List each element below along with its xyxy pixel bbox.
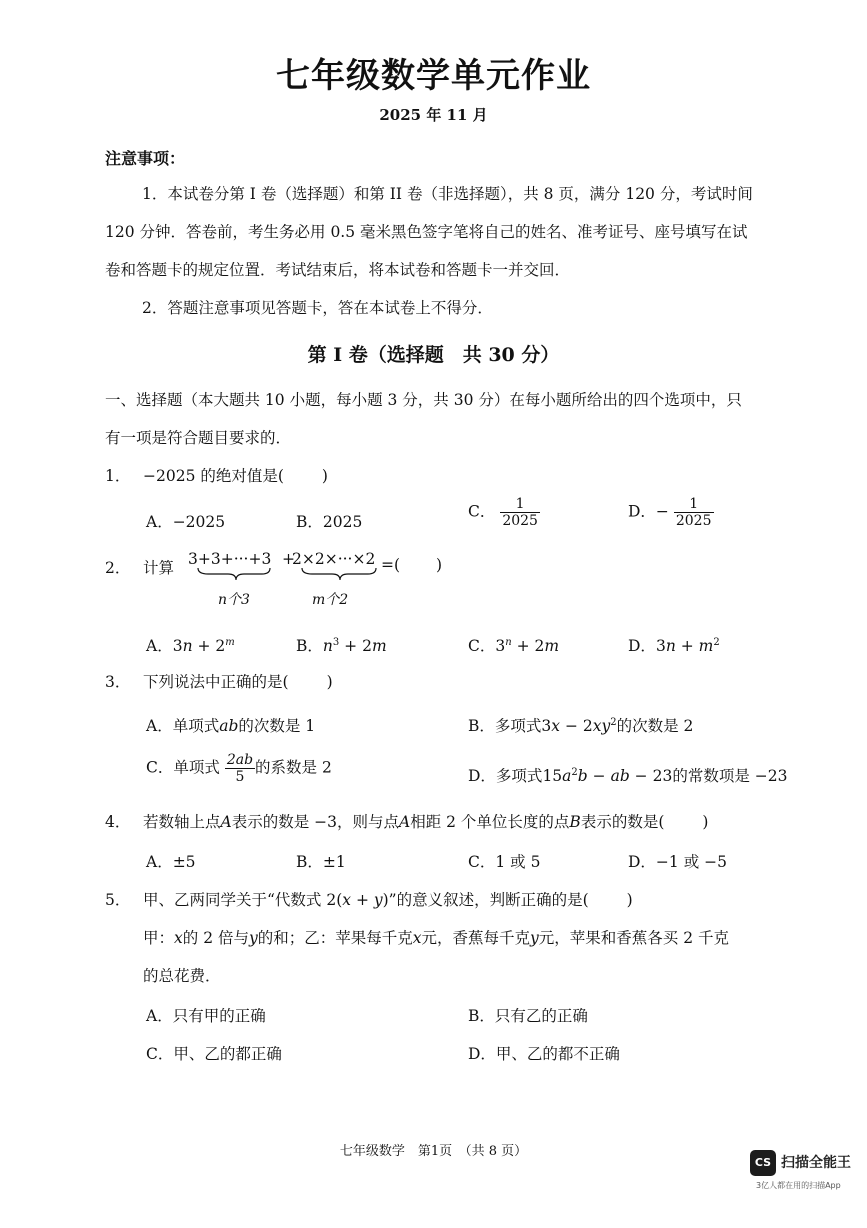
question-3-option-c: C．单项式 $\frac{2ab}{5}$ 的系数是 2 [146, 752, 332, 786]
question-3-option-a: A．单项式ab的次数是 1 [146, 717, 316, 735]
page-footer: 七年级数学 第1页 （共 8 页） [339, 1144, 528, 1159]
question-5-description-line-2: 的总花费． [143, 967, 221, 985]
question-5-description-line-1: 甲：x的 2 倍与y的和；乙：苹果每千克x元，香蕉每千克y元，苹果和香蕉各买 2 千克 [143, 929, 730, 947]
question-1-option-b: B．2025 [296, 513, 363, 531]
underbrace-2 [302, 568, 376, 580]
question-2-option-d: D．$3n + m^2$ [628, 636, 720, 655]
question-2-expr-2: 2×2×···×2 [292, 550, 376, 568]
question-5-option-d: D．甲、乙的都不正确 [468, 1045, 620, 1063]
question-2-number: 2． [105, 559, 131, 577]
question-2-option-b: B．$n^3 + 2m$ [296, 636, 387, 655]
question-5-number: 5． [105, 891, 131, 909]
camscanner-logo-icon: CS [750, 1150, 776, 1176]
section-intro-line-2: 有一项是符合题目要求的． [105, 429, 292, 447]
question-2-plus: + [282, 550, 295, 568]
question-2-expr-1: 3+3+···+3 [188, 550, 272, 568]
notice-heading: 注意事项： [105, 149, 186, 168]
question-5-option-a: A．只有甲的正确 [146, 1007, 266, 1025]
question-2-option-c: C．$3^n + 2m$ [468, 636, 560, 655]
question-5-stem: 甲、乙两同学关于“代数式 2(x + y)”的意义叙述，判断正确的是( ) [143, 891, 633, 909]
question-4-option-a: A．±5 [146, 853, 196, 871]
question-3-option-b: B．多项式$3x - 2xy^2$的次数是 2 [468, 716, 694, 735]
notice-item-2: 2．答题注意事项见答题卡，答在本试卷上不得分． [142, 299, 493, 317]
underbrace-label-2: m个2 [312, 592, 349, 608]
question-1-option-d: D．− $\frac{1}{2025}$ [628, 496, 712, 530]
underbrace-1 [198, 568, 270, 580]
question-1-option-a: A．−2025 [146, 513, 226, 531]
underbrace-label-1: n个3 [218, 592, 250, 608]
page-title: 七年级数学单元作业 [276, 56, 591, 96]
question-5-option-b: B．只有乙的正确 [468, 1007, 588, 1025]
fraction: $\frac{1}{2025}$ [675, 496, 712, 530]
watermark-name: 扫描全能王 [781, 1155, 851, 1171]
page-date: 2025 年 11 月 [379, 106, 488, 124]
watermark-subtitle: 3亿人都在用的扫描App [756, 1181, 841, 1190]
question-1-number: 1． [105, 467, 131, 485]
question-4-stem: 若数轴上点A表示的数是 −3，则与点A相距 2 个单位长度的点B表示的数是( ) [143, 813, 709, 831]
fraction: $\frac{2ab}{5}$ [226, 752, 254, 786]
question-1-option-c: C． $\frac{1}{2025}$ [468, 496, 538, 530]
notice-item-1-line-3: 卷和答题卡的规定位置．考试结束后，将本试卷和答题卡一并交回． [105, 261, 571, 279]
question-4-option-b: B．±1 [296, 853, 346, 871]
notice-item-1-line-1: 1．本试卷分第 I 卷（选择题）和第 II 卷（非选择题），共 8 页，满分 120 分，考试时间 [142, 185, 753, 203]
question-4-option-d: D．−1 或 −5 [628, 853, 727, 871]
fraction: $\frac{1}{2025}$ [502, 496, 538, 530]
notice-item-1-line-2: 120 分钟．答卷前，考生务必用 0.5 毫米黑色签字笔将自己的姓名、准考证号、座号填写在试 [105, 223, 748, 241]
question-3-number: 3． [105, 673, 131, 691]
question-3-option-d: D．多项式$15a^2b$ − ab − 23的常数项是 −23 [468, 766, 788, 785]
section-title: 第 I 卷（选择题 共 30 分） [307, 344, 560, 366]
question-2-prefix: 计算 [143, 559, 175, 577]
question-3-stem: 下列说法中正确的是( ) [143, 673, 333, 691]
question-4-number: 4． [105, 813, 131, 831]
section-intro-line-1: 一、选择题（本大题共 10 小题，每小题 3 分，共 30 分）在每小题所给出的四个选项中，只 [105, 391, 742, 409]
question-1-stem: −2025 的绝对值是( ) [143, 467, 328, 485]
underbraces [196, 566, 386, 586]
question-5-option-c: C．甲、乙的都正确 [146, 1045, 282, 1063]
question-4-option-c: C．1 或 5 [468, 853, 541, 871]
question-2-suffix: =( ) [381, 556, 443, 574]
question-2-option-a: A．$3n + 2^m$ [146, 636, 235, 655]
